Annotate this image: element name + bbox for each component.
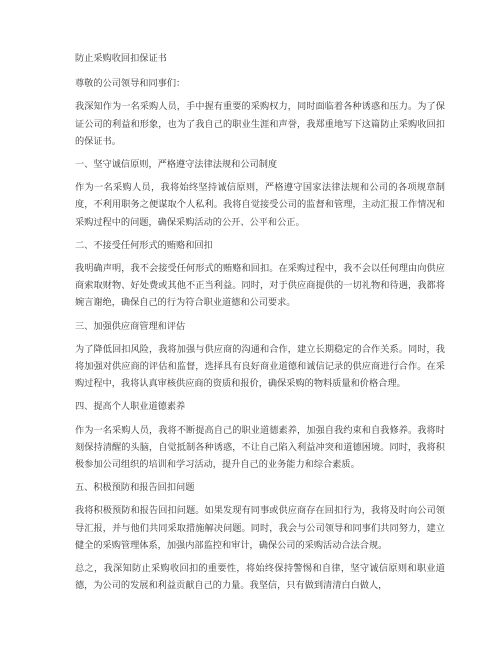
section-heading-5: 五、积极预防和报告回扣问题 (75, 482, 195, 494)
section-body-3: 为了降低回扣风险，我将加强与供应商的沟通和合作，建立长期稳定的合作关系。同时，我将加强对供应商的评估和监督，选择具有良好商业道德和诚信记录的供应商进行合作。在采购过程中，我将认真审核供应商的资质和报价，确保采购的物料质量和价格合理。 (75, 343, 445, 390)
intro-paragraph: 我深知作为一名采购人员，手中握有重要的采购权力，同时面临着各种诱惑和压力。为了保证公司的利益和形象，也为了我自己的职业生涯和声誉，我郑重地写下这篇防止采购收回扣的保证书。 (75, 101, 445, 147)
section-body-4: 作为一名采购人员，我将不断提高自己的职业道德素养，加强自我约束和自我修养。我将时刻保持清醒的头脑，自觉抵制各种诱惑，不让自己陷入利益冲突和道德困境。同时，我将积极参加公司组织的培训和学习活动，提升自己的业务能力和综合素质。 (75, 424, 445, 471)
conclusion-paragraph: 总之，我深知防止采购收回扣的重要性，将始终保持警惕和自律，坚守诚信原则和职业道德，为公司的发展和利益贡献自己的力量。我坚信，只有做到清清白白做人， (75, 563, 445, 592)
document-body (75, 50, 445, 600)
section-body-1: 作为一名采购人员，我将始终坚持诚信原则，严格遵守国家法律法规和公司的各项规章制度，不利用职务之便谋取个人私利。我将自觉接受公司的监督和管理，主动汇报工作情况和采购过程中的问题，确保采购活动的公开、公平和公正。 (75, 182, 445, 228)
salutation: 尊敬的公司领导和同事们： (75, 78, 186, 90)
document-title: 防止采购收回扣保证书 (75, 53, 167, 64)
section-heading-3: 三、加强供应商管理和评估 (75, 320, 186, 332)
section-heading-4: 四、提高个人职业道德素养 (75, 401, 186, 413)
section-heading-1: 一、坚守诚信原则，严格遵守法律法规和公司制度 (75, 159, 278, 171)
section-body-5: 我将积极预防和报告回扣问题。如果发现有同事或供应商存在回扣行为，我将及时向公司领导汇报，并与他们共同采取措施解决问题。同时，我会与公司领导和同事们共同努力，建立健全的采购管理体系，加强内部监控和审计，确保公司的采购活动合法合规。 (75, 505, 445, 551)
section-heading-2: 二、不接受任何形式的贿赂和回扣 (75, 239, 213, 251)
section-body-2: 我明确声明，我不会接受任何形式的贿赂和回扣。在采购过程中，我不会以任何理由向供应商索取财物、好处费或其他不正当利益。同时，对于供应商提供的一切礼物和待遇，我都将婉言谢绝，确保自己的行为符合职业道德和公司要求。 (75, 263, 445, 309)
